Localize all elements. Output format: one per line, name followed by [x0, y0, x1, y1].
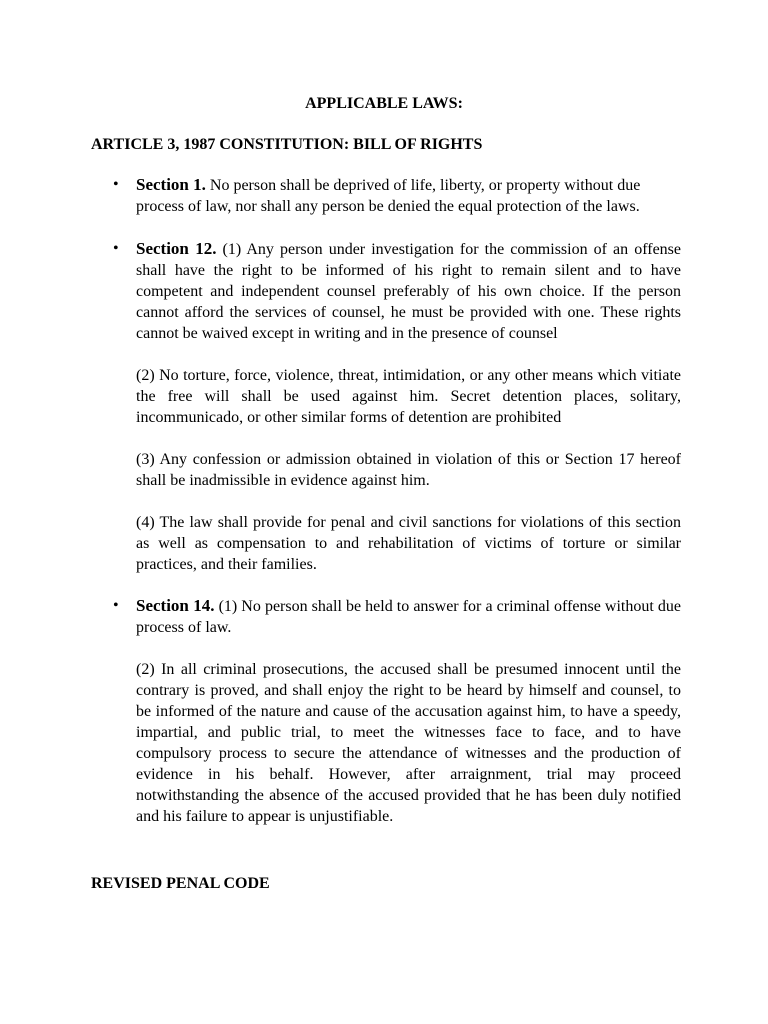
- section-label: Section 14.: [136, 596, 215, 615]
- section-item-14: [91, 595, 681, 827]
- section-item-12: [91, 238, 681, 575]
- revised-penal-code-heading: REVISED PENAL CODE: [91, 875, 270, 892]
- section-text: No person shall be deprived of life, liberty, or property without due process of law, nor shall any person be denied the equal protection of the laws.: [136, 177, 641, 215]
- page-title: APPLICABLE LAWS:: [305, 95, 463, 112]
- section-paragraph: [136, 238, 681, 344]
- section-list: [91, 174, 681, 847]
- article-heading: ARTICLE 3, 1987 CONSTITUTION: BILL OF RIGHTS: [91, 136, 483, 153]
- section-item-1: [91, 174, 681, 217]
- section-paragraph: (2) No torture, force, violence, threat, intimidation, or any other means which vitiate the free will shall be used against him. Secret detention places, solitary, incommunicado, or other similar forms of detention are prohibited: [136, 367, 681, 426]
- section-paragraph: (2) In all criminal prosecutions, the accused shall be presumed innocent until the contrary is proved, and shall enjoy the right to be heard by himself and counsel, to be informed of the nature and cause of the accusation against him, to have a speedy, impartial, and public trial, to meet the witnesses face to face, and to have compulsory process to secure the attendance of witnesses and the production of evidence in his behalf. However, after arraignment, trial may proceed notwithstanding the absence of the accused provided that he has been duly notified and his failure to appear is unjustifiable.: [136, 661, 681, 825]
- bullet-icon: •: [113, 240, 119, 257]
- section-paragraph: [136, 174, 681, 217]
- section-text: (1) Any person under investigation for the commission of an offense shall have the right to be informed of his right to remain silent and to have competent and independent counsel preferably of his own choice. If the person cannot afford the services of counsel, he must be provided with one. These rights cannot be waived except in writing and in the presence of counsel: [136, 241, 682, 342]
- section-paragraph: [136, 595, 681, 638]
- section-paragraph: (3) Any confession or admission obtained in violation of this or Section 17 hereof shall be inadmissible in evidence against him.: [136, 451, 681, 489]
- bullet-icon: •: [113, 597, 119, 614]
- section-label: Section 1.: [136, 175, 206, 194]
- bullet-icon: •: [113, 176, 119, 193]
- section-paragraph: (4) The law shall provide for penal and civil sanctions for violations of this section as well as compensation to and rehabilitation of victims of torture or similar practices, and their families.: [136, 514, 681, 573]
- section-label: Section 12.: [136, 239, 217, 258]
- section-text: (1) No person shall be held to answer for a criminal offense without due process of law.: [136, 598, 681, 636]
